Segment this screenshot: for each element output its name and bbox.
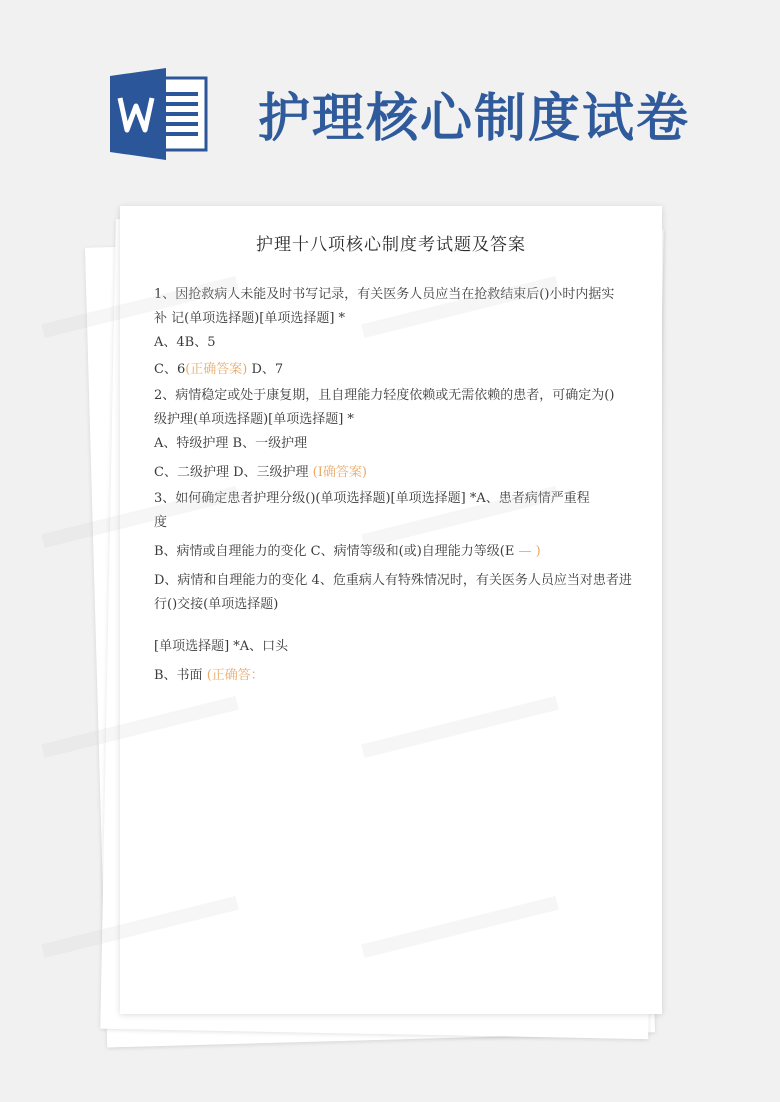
word-document-icon (110, 68, 210, 160)
banner (0, 0, 780, 190)
question-1-options-ab: A、4B、5 (154, 335, 216, 350)
option-text: B、书面 (154, 668, 207, 683)
correct-answer-marker: (正确答案) (185, 362, 248, 377)
option-text: B、病情或自理能力的变化 C、病情等级和(或)自理能力等级(E (154, 544, 515, 559)
question-2-line-1: 2、病情稳定或处于康复期，且自理能力轻度依赖或无需依赖的患者，可确定为() (154, 388, 615, 403)
question-3-options-bc (154, 543, 644, 561)
option-text: C、二级护理 D、三级护理 (154, 465, 313, 480)
question-4-line-1: D、病情和自理能力的变化 4、危重病人有特殊情况时，有关医务人员应当对患者进 (154, 573, 632, 588)
option-text: C、6 (154, 362, 186, 377)
question-1-options-cd (154, 361, 644, 379)
question-2-options-ab: A、特级护理 B、一级护理 (154, 436, 308, 451)
question-4-option-b (154, 667, 644, 685)
question-4-line-2: 行()交接(单项选择题) (154, 597, 279, 612)
correct-answer-marker: (I确答案) (312, 465, 367, 480)
correct-answer-marker: (正确答： (206, 668, 264, 683)
banner-title: 护理核心制度试卷 (258, 89, 691, 149)
question-1-line-1: 1、因抢救病人未能及时书写记录，有关医务人员应当在抢救结束后()小时内据实 (154, 287, 615, 302)
question-2-line-2: 级护理(单项选择题)[单项选择题] * (154, 412, 354, 427)
document-title: 护理十八项核心制度考试题及答案 (256, 235, 526, 255)
option-text: D、7 (247, 362, 284, 377)
question-3-line-1: 3、如何确定患者护理分级()(单项选择题)[单项选择题] *A、患者病情严重程 (154, 491, 590, 506)
correct-answer-marker: — ) (514, 544, 541, 559)
question-4-line-3: [单项选择题] *A、口头 (154, 639, 289, 654)
question-2-options-cd (154, 464, 644, 482)
question-3-line-2: 度 (154, 515, 168, 530)
question-1-line-2: 补 记(单项选择题)[单项选择题] * (154, 311, 346, 326)
